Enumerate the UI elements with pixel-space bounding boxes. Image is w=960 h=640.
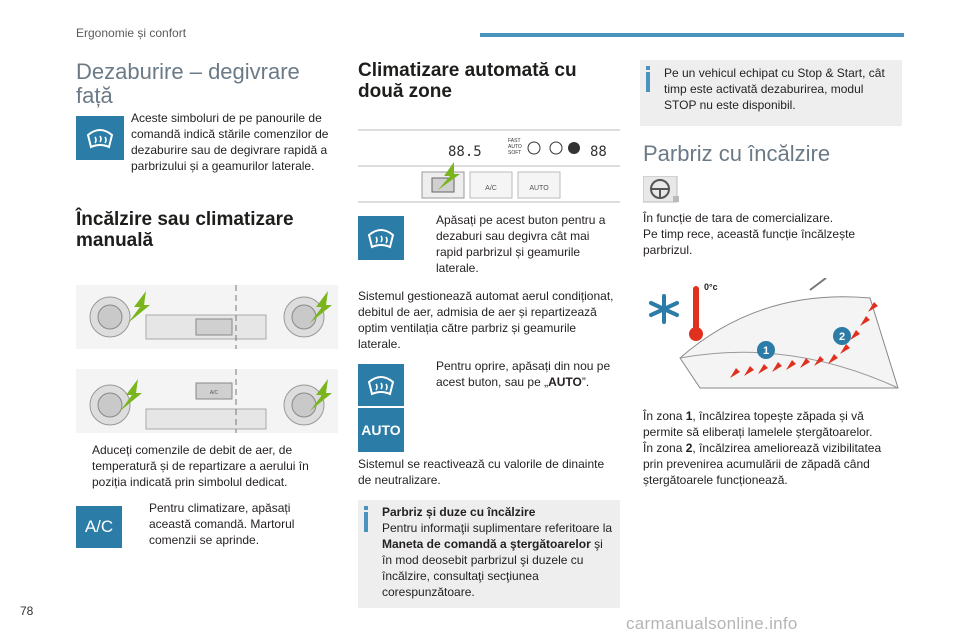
display-digits-right: 88: [590, 144, 607, 160]
manual-panel-photo-2: [76, 369, 338, 433]
auto-bullet-2-text: Pentru oprire, apăsați din nou pe acest buton, sau pe „AUTO”.: [436, 359, 611, 389]
intro-text: Aceste simboluri de pe panourile de comandă indică stările comenzilor de dezaburire sau de degivrare rapidă a parbrizului și a geamurilor laterale.: [131, 111, 329, 173]
page-number: 78: [20, 604, 34, 618]
bullet-symbol: [133, 500, 149, 548]
heated-windscreen-illustration: [640, 278, 904, 404]
auto-paragraph-1: Sistemul gestionează automat aerul condiționat, debitul de aer, admisia de aer și repartizează optim ventilația către parbriz și geamurile laterale.: [358, 289, 614, 351]
display-soft: SOFT: [508, 150, 522, 156]
section-header: Ergonomie și confort: [76, 26, 187, 40]
info-icon: [364, 506, 368, 510]
temperature-label: 0°c: [704, 282, 718, 292]
manual-bullet-1-text: Aduceți comenzile de debit de aer, de temperatură și de repartizare a aerului în poziția indicată prin simbolul dedicat.: [92, 443, 309, 489]
auto-panel-photo: [358, 124, 620, 204]
title-automatic: Climatizare automată cu două zone: [358, 60, 577, 102]
auto-icon: [358, 408, 404, 452]
subtitle-manual: Încălzire sau climatizare manuală: [76, 209, 294, 251]
title-heated-windscreen: Parbriz cu încălzire: [643, 141, 831, 166]
defrost-windscreen-icon: [76, 116, 124, 160]
manual-bullet-1: [76, 442, 338, 490]
bullet-symbol: [420, 358, 436, 390]
auto-bullet-2: [420, 358, 620, 390]
display-fast: FAST: [508, 138, 521, 144]
steering-wheel-icon: [643, 176, 683, 206]
bullet-symbol: [420, 212, 436, 276]
snowflake-icon: [651, 296, 677, 322]
header-rule: [480, 33, 904, 37]
panel-button-auto: AUTO: [529, 185, 549, 192]
info-panel-stopstart: [640, 60, 902, 126]
display-auto: AUTO: [508, 144, 522, 150]
auto-bullet-1-text: Apăsați pe acest buton pentru a dezaburi sau degivra cât mai rapid parbrizul și geamurile laterale.: [436, 213, 606, 275]
bullet-symbol: [76, 442, 92, 490]
watermark: carmanualsonline.info: [626, 614, 798, 633]
auto-bullet-1: [420, 212, 610, 276]
info-heated-text: Parbriz și duze cu încălzire Pentru informaţii suplimentare referitoare la Maneta de comandă a ştergătoarelor şi în mod deosebit parbrizul şi duzele cu încălzire, consultaţi secţiunea corespunzătoare.: [382, 505, 613, 599]
zone-description: În zona 1, încălzirea topește zăpada și vă permite să eliberați lamelele ștergătoarelor. În zona 2, încălzirea ameliorează vizibilitatea prin prevenirea acumulării de zăpadă când ștergătoarele funcționează.: [643, 409, 882, 487]
zone-marker-2: 2: [838, 331, 846, 343]
info-icon: [646, 66, 650, 70]
title-defrost: Dezaburire – degivrare față: [76, 59, 300, 108]
manual-bullet-2: [133, 500, 333, 548]
ac-icon-label: A/C: [84, 517, 114, 536]
manual-bullet-2-text: Pentru climatizare, apăsați această comandă. Martorul comenzii se aprinde.: [149, 501, 295, 547]
auto-paragraph-2: Sistemul se reactivează cu valorile de dinainte de neutralizare.: [358, 457, 605, 487]
ac-icon: [76, 506, 122, 548]
thermometer-icon: [689, 286, 703, 341]
info-panel-heated-wipers: [358, 500, 620, 608]
manual-panel-photo-1: [76, 285, 338, 349]
info-icon-bar: [646, 72, 650, 92]
auto-icon-label: AUTO: [361, 422, 401, 438]
panel-button-ac: A/C: [485, 185, 497, 192]
defrost-windscreen-icon: [358, 216, 404, 260]
info-stopstart-text: Pe un vehicul echipat cu Stop & Start, cât timp este activată dezaburirea, modul STOP nu este disponibil.: [664, 66, 885, 112]
defrost-windscreen-icon: [358, 364, 404, 406]
display-digits-left: 88.5: [448, 144, 482, 160]
zone-marker-1: 1: [762, 345, 770, 357]
heated-windscreen-paragraph: În funcție de tara de comercializare. Pe timp rece, această funcție încălzește parbrizul.: [643, 211, 856, 257]
info-icon-bar: [364, 512, 368, 532]
panel-ac-text: A/C: [209, 390, 219, 396]
